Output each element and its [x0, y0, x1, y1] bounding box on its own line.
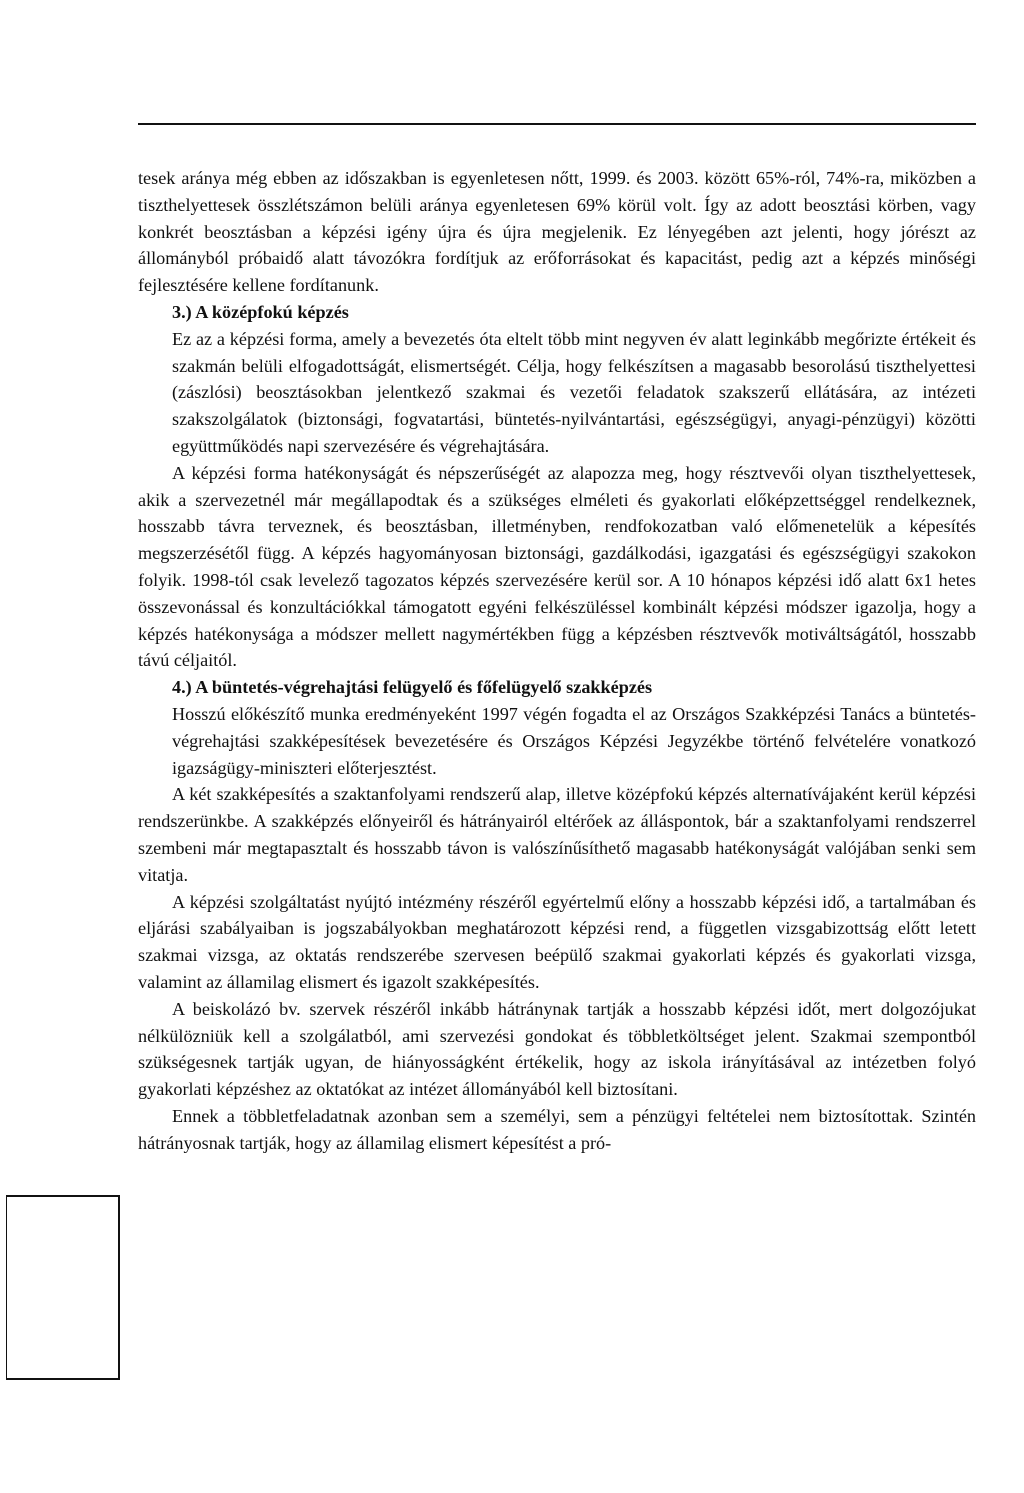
paragraph-5: A két szakképesítés a szaktanfolyami rendszerű alap, illetve középfokú képzés alternatívájaként kerül képzési rendszerünkbe. A szakképzés előnyeiről és hátrányairól eltérőek az álláspontok, bár a szaktanfolyami rendszerrel szembeni már megtapasztalt és hosszabb távon is valószínűsíthető magasabb hatékonyságát valójában senki sem vitatja. [138, 784, 976, 885]
paragraph-3: A képzési forma hatékonyságát és népszerűségét az alapozza meg, hogy résztvevői olyan tiszthelyettesek, akik a szervezetnél már megállapodtak és a szükséges elméleti és gyakorlati előképzettséggel rendelkeznek, hosszabb távra terveznek, és beosztásban, illetményben, rendfokozatban való előmenetelük a képesítés megszerzésétől függ. A képzés hagyományosan biztonsági, gazdálkodási, igazgatási és egészségügyi szakokon folyik. 1998-tól csak levelező tagozatos képzés szervezésére kerül sor. A 10 hónapos képzési idő alatt 6x1 hetes összevonással és konzultációkkal támogatott egyéni felkészüléssel kombinált képzési módszer igazolja, hogy a képzés hatékonysága a módszer mellett nagymértékben függ a képzésben résztvevők motiváltságától, hosszabb távú céljaitól. [138, 462, 976, 671]
top-rule [138, 123, 976, 125]
paragraph-4: Hosszú előkészítő munka eredményeként 1997 végén fogadta el az Országos Szakképzési Tanács a büntetés-végrehajtási szakképesítések bevezetésére és Országos Képzési Jegyzékbe történő felvételére vonatkozó igazságügy-miniszteri előterjesztést. [172, 703, 976, 778]
section-3-title: 3.) A középfokú képzés [172, 301, 349, 322]
paragraph-6: A képzési szolgáltatást nyújtó intézmény részéről egyértelmű előny a hosszabb képzési idő, a tartalmában és eljárási szabályaiban is jogszabályokban meghatározott képzési rend, a független vizsgabizottság előtt letett szakmai vizsga, az oktatás rendszerébe szervesen beépülő szakmai gyakorlati képzés és gyakorlati vizsga, valamint az államilag elismert és igazolt szakképesítés. [138, 891, 976, 992]
paragraph-2: Ez az a képzési forma, amely a bevezetés óta eltelt több mint negyven év alatt leginkább megőrizte értékeit és szakmán belüli elfogadottságát, elismertségét. Célja, hogy felkészítsen a magasabb besorolású tiszthelyettesi (zászlósi) beosztásokban jelentkező szakmai és vezetői feladatok szakszerű ellátására, az intézeti szakszolgálatok (biztonsági, fogvatartási, büntetés-nyilvántartási, egészségügyi, anyagi-pénzügyi) közötti együttműködés napi szervezésére és végrehajtására. [172, 328, 976, 456]
paragraph-7: A beiskolázó bv. szervek részéről inkább hátránynak tartják a hosszabb képzési időt, mert dolgozójukat nélkülözniük kell a szolgálatból, ami szervezési gondokat és többletköltséget jelent. Szakmai szempontból szükségesnek tartják ugyan, de hiányosságként értékelik, hogy az iskola irányításával az intézetben folyó gyakorlati képzéshez az oktatókat az intézet állományából kell biztosítani. [138, 998, 976, 1100]
paragraph-8: Ennek a többletfeladatnak azonban sem a személyi, sem a pénzügyi feltételei nem biztosítottak. Szintén hátrányosnak tartják, hogy az államilag elismert képesítést a pró- [138, 1105, 976, 1153]
page-body [138, 165, 976, 1156]
paragraph-1: tesek aránya még ebben az időszakban is egyenletesen nőtt, 1999. és 2003. között 65%-ról, 74%-ra, miközben a tiszthelyettesek összlétszámon belüli aránya egyenletesen 69% körül volt. Így az adott beosztási körben, vagy konkrét beosztásban a képzési igény újra és újra megjelenik. Ez lényegében azt jelenti, hogy jórészt az állományból próbaidő alatt távozókra fordítjuk az erőforrásokat és kapacitást, pedig azt a képzés minőségi fejlesztésére kellene fordítanunk. [138, 168, 976, 296]
section-4-title: 4.) A büntetés-végrehajtási felügyelő és főfelügyelő szakképzés [172, 677, 653, 698]
margin-box [6, 1195, 120, 1380]
